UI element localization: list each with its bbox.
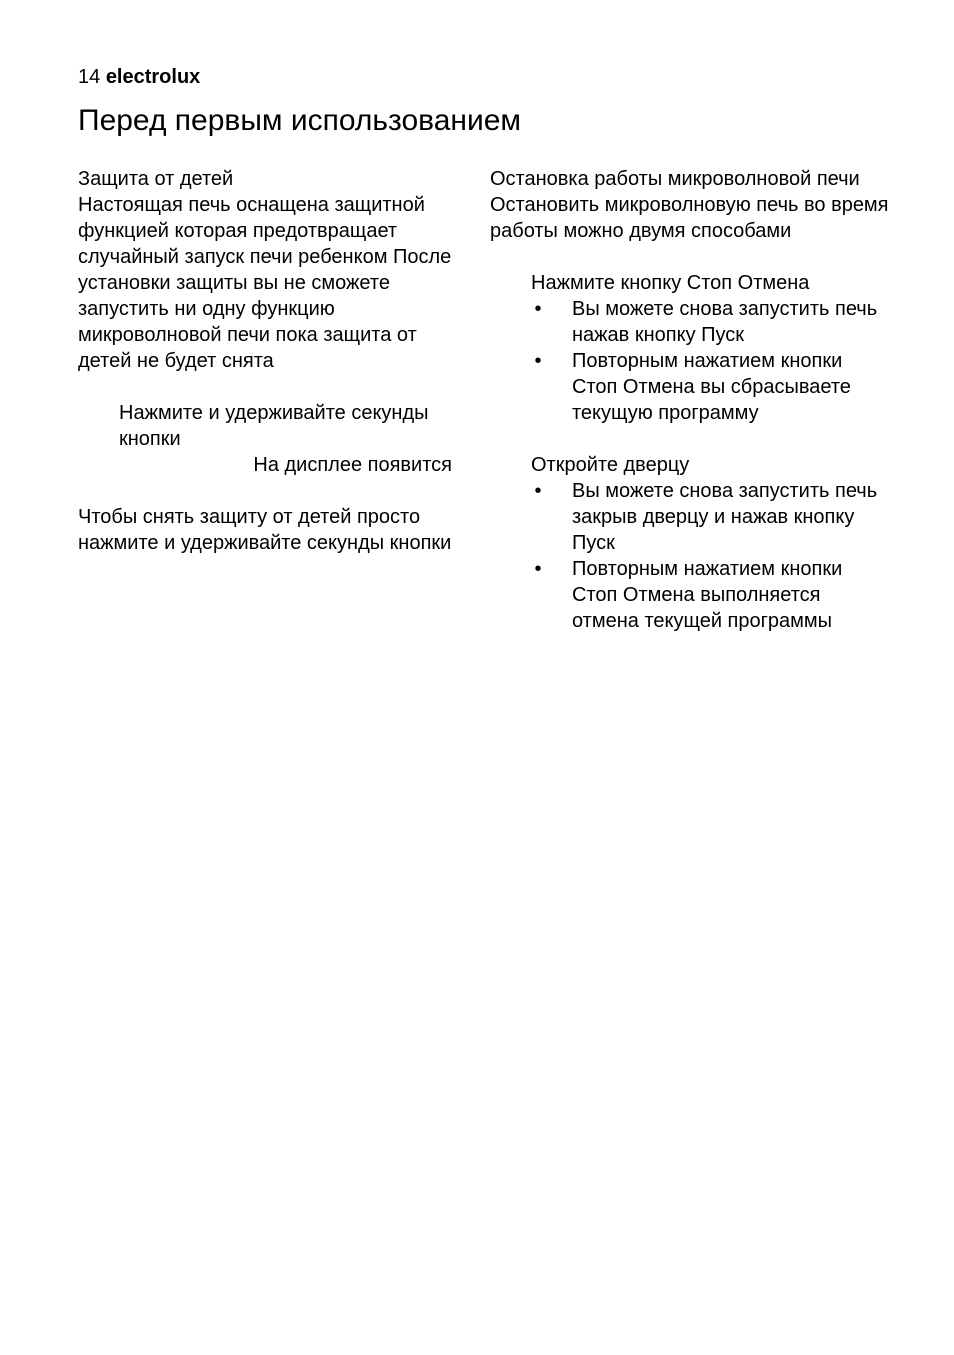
child-lock-section	[78, 166, 470, 556]
list-item: • Вы можете снова запустить печь закрыв дверцу и нажав кнопку Пуск	[531, 478, 890, 556]
brand-logo-text: electrolux	[105, 66, 201, 88]
child-lock-instruction: Нажмите и удерживайте секунды кнопки	[119, 402, 429, 450]
page-header	[78, 64, 200, 90]
method-stop-button-label: Нажмите кнопку Стоп Отмена	[531, 272, 810, 294]
page-number: 14	[78, 66, 101, 88]
page-title: Перед первым использованием	[78, 104, 522, 137]
child-lock-heading: Защита от детей	[78, 168, 234, 190]
list-item: • Повторным нажатием кнопки Стоп Отмена вы сбрасываете текущую программу	[531, 348, 890, 426]
stop-oven-section	[490, 166, 890, 634]
method-open-door-list	[490, 478, 890, 634]
child-lock-intro: Настоящая печь оснащена защитной функцией которая предотвращает случайный запуск печи ребенком После установки защиты вы не сможете запустить ни одну функцию микроволновой печи пока защита от детей не будет снята	[78, 194, 452, 372]
bullet-icon: •	[534, 480, 542, 502]
stop-oven-heading: Остановка работы микроволновой печи	[490, 168, 860, 190]
method-stop-button-list	[490, 296, 890, 426]
method-open-door-label: Откройте дверцу	[531, 454, 690, 476]
display-note: На дисплее появится	[253, 454, 452, 476]
bullet-icon: •	[534, 558, 542, 580]
list-item: • Вы можете снова запустить печь нажав кнопку Пуск	[531, 296, 890, 348]
stop-oven-intro: Остановить микроволновую печь во время работы можно двумя способами	[490, 194, 889, 242]
child-lock-remove-text: Чтобы снять защиту от детей просто нажмите и удерживайте секунды кнопки	[78, 506, 452, 554]
list-item: • Повторным нажатием кнопки Стоп Отмена выполняется отмена текущей программы	[531, 556, 890, 634]
bullet-icon: •	[534, 350, 542, 372]
bullet-icon: •	[534, 298, 542, 320]
